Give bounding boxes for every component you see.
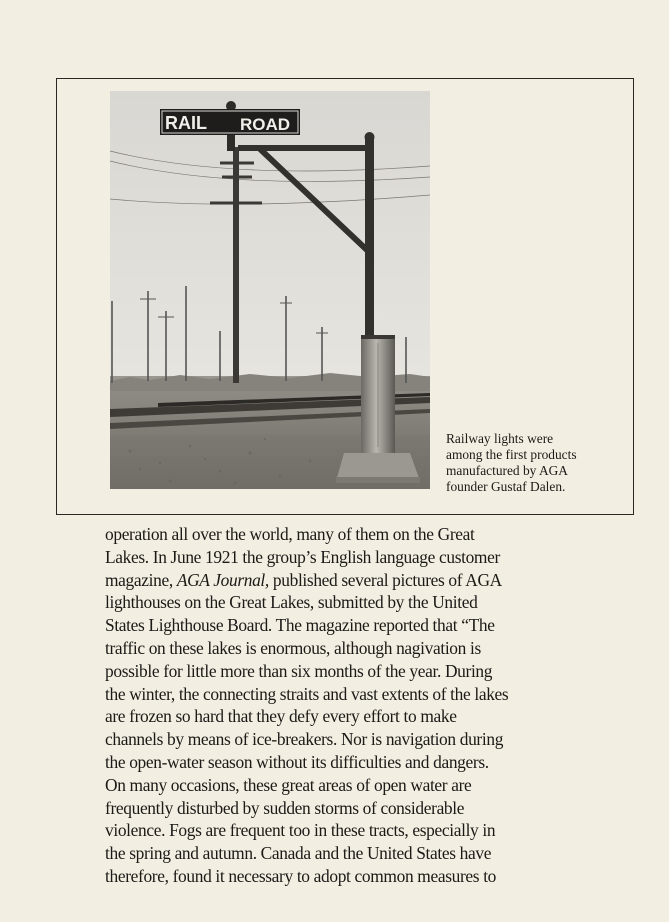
railroad-signal-photo [110,91,430,489]
caption-line: among the first products [446,447,577,462]
body-line: On many occasions, these great areas of open water are [105,774,472,795]
body-line: operation all over the world, many of them on the Great [105,524,475,544]
magazine-title: AGA Journal, [176,569,269,590]
body-line: traffic on these lakes is enormous, although nagivation is [105,637,481,658]
body-text-segment: published several pictures of AGA [268,569,502,590]
body-line: frequently disturbed by sudden storms of considerable [105,797,465,818]
caption-line: Railway lights were [446,431,554,446]
caption-line: manufactured by AGA [446,463,568,478]
body-text-segment: magazine, [105,569,177,590]
body-line: channels by means of ice-breakers. Nor is navigation during [105,729,504,750]
figure-frame [56,78,634,515]
caption-line: founder Gustaf Dalen. [446,479,566,494]
sign-rail-text: RAIL [165,113,207,133]
body-text [105,523,575,888]
body-line: are frozen so hard that they defy every effort to make [105,706,457,727]
body-line: the spring and autumn. Canada and the United States have [105,843,492,864]
body-line: the open-water season without its difficulties and dangers. [105,751,489,772]
body-line: therefore, found it necessary to adopt common measures to [105,865,497,886]
body-line: lighthouses on the Great Lakes, submitted by the United [105,592,478,613]
body-line: possible for little more than six months of the year. During [105,660,493,681]
railroad-signal-illustration [110,91,430,489]
body-line: violence. Fogs are frequent too in these tracts, especially in [105,820,496,841]
body-line: States Lighthouse Board. The magazine reported that “The [105,615,495,636]
sign-road-text: ROAD [240,115,291,134]
body-line [105,569,575,592]
body-line: the winter, the connecting straits and vast extents of the lakes [105,683,509,704]
body-line: Lakes. In June 1921 the group’s English language customer [105,546,500,567]
photo-caption [446,431,626,495]
